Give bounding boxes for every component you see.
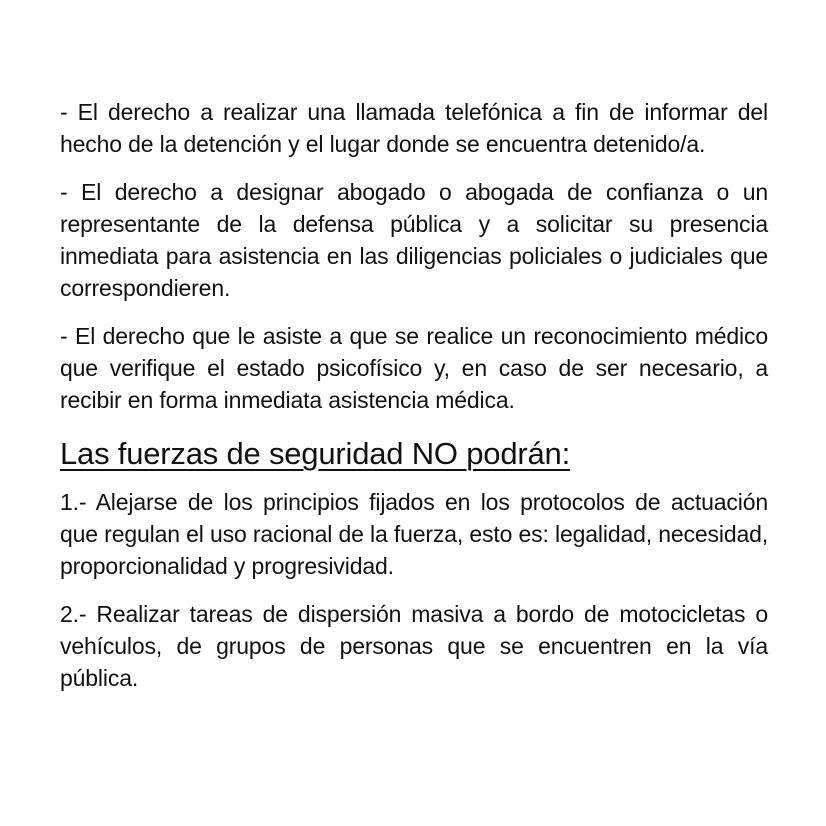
rights-section (60, 96, 768, 416)
prohibition-item-1: 1.- Alejarse de los principios fijados en los protocolos de actuación que regulan el uso racional de la fuerza, esto es: legalidad, necesidad, proporcionalidad y progresividad. (60, 489, 768, 579)
right-medical-exam: - El derecho que le asiste a que se realice un reconocimiento médico que verifique el estado psicofísico y, en caso de ser necesario, a recibir en forma inmediata asistencia médica. (60, 323, 768, 413)
document-page (60, 96, 768, 694)
right-lawyer: - El derecho a designar abogado o abogada de confianza o un representante de la defensa pública y a solicitar su presencia inmediata para asistencia en las diligencias policiales o judiciales que correspondieren. (60, 179, 768, 301)
prohibitions-heading: Las fuerzas de seguridad NO podrán: (60, 436, 570, 471)
prohibitions-section (60, 432, 768, 694)
prohibition-item-2: 2.- Realizar tareas de dispersión masiva a bordo de motocicletas o vehículos, de grupos de personas que se encuentren en la vía pública. (60, 601, 768, 691)
right-phone-call: - El derecho a realizar una llamada telefónica a fin de informar del hecho de la detención y el lugar donde se encuentra detenido/a. (60, 99, 768, 157)
